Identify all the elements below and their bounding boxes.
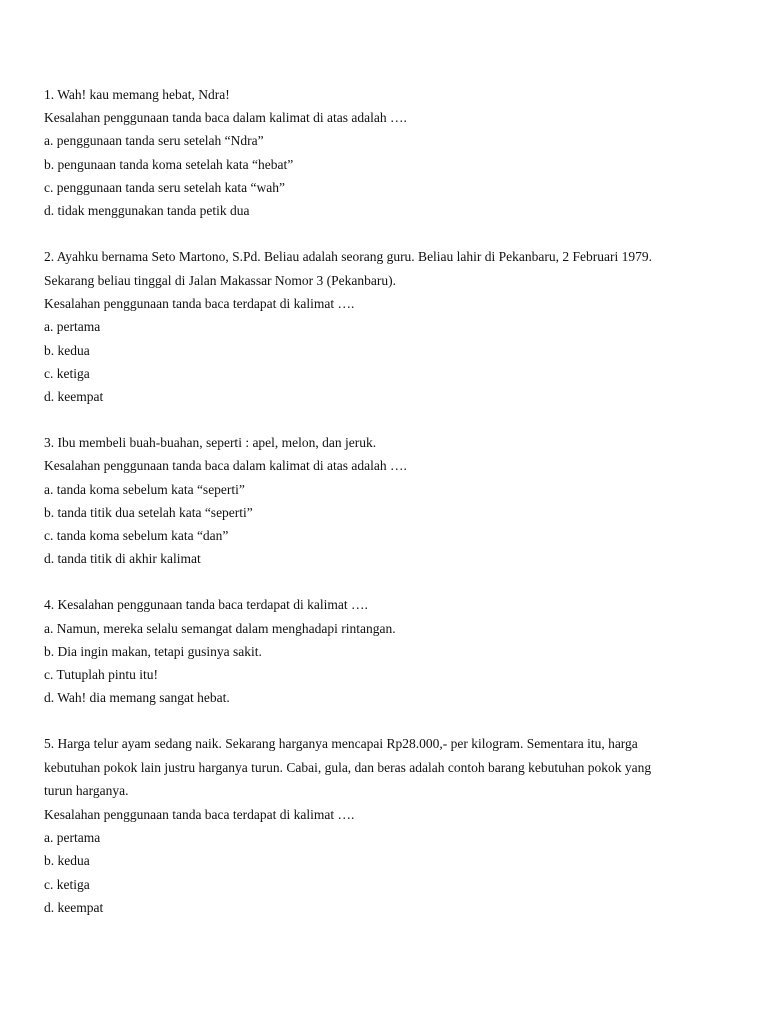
option-b: b. kedua: [44, 342, 90, 358]
question-prompt: Kesalahan penggunaan tanda baca dalam kalimat di atas adalah ….: [44, 458, 407, 474]
worksheet-page: [44, 83, 734, 919]
option-d: d. Wah! dia memang sangat hebat.: [44, 690, 230, 706]
option-d: d. tanda titik di akhir kalimat: [44, 551, 201, 567]
option-a: a. tanda koma sebelum kata “seperti”: [44, 481, 245, 497]
question-stem: turun harganya.: [44, 783, 129, 799]
spacer: [44, 709, 734, 732]
question-stem: 2. Ayahku bernama Seto Martono, S.Pd. Beliau adalah seorang guru. Beliau lahir di Pekanbaru, 2 Februari 1979.: [44, 249, 653, 265]
option-c: c. penggunaan tanda seru setelah kata “wah”: [44, 179, 286, 195]
question-4: [44, 593, 734, 709]
option-c: c. ketiga: [44, 876, 90, 892]
option-c: c. Tutuplah pintu itu!: [44, 667, 159, 683]
question-prompt: Kesalahan penggunaan tanda baca terdapat di kalimat ….: [44, 296, 355, 312]
option-a: a. pertama: [44, 319, 101, 335]
question-2: [44, 245, 734, 408]
option-d: d. tidak menggunakan tanda petik dua: [44, 203, 250, 219]
option-c: c. tanda koma sebelum kata “dan”: [44, 528, 229, 544]
option-a: a. Namun, mereka selalu semangat dalam menghadapi rintangan.: [44, 620, 396, 636]
question-5: [44, 732, 734, 919]
question-stem: 3. Ibu membeli buah-buahan, seperti : apel, melon, dan jeruk.: [44, 435, 377, 451]
question-stem: 5. Harga telur ayam sedang naik. Sekarang harganya mencapai Rp28.000,- per kilogram. Sementara itu, harga: [44, 736, 638, 752]
spacer: [44, 570, 734, 593]
spacer: [44, 408, 734, 431]
option-d: d. keempat: [44, 389, 104, 405]
question-3: [44, 431, 734, 570]
question-prompt: Kesalahan penggunaan tanda baca dalam kalimat di atas adalah ….: [44, 110, 407, 126]
option-a: a. penggunaan tanda seru setelah “Ndra”: [44, 133, 264, 149]
question-prompt: 4. Kesalahan penggunaan tanda baca terdapat di kalimat ….: [44, 597, 368, 613]
option-c: c. ketiga: [44, 365, 90, 381]
question-1: [44, 83, 734, 222]
option-b: b. kedua: [44, 853, 90, 869]
option-b: b. tanda titik dua setelah kata “seperti”: [44, 504, 253, 520]
option-a: a. pertama: [44, 830, 101, 846]
question-stem: Sekarang beliau tinggal di Jalan Makassar Nomor 3 (Pekanbaru).: [44, 272, 397, 288]
question-prompt: Kesalahan penggunaan tanda baca terdapat di kalimat ….: [44, 806, 355, 822]
question-stem: kebutuhan pokok lain justru harganya turun. Cabai, gula, dan beras adalah contoh barang kebutuhan pokok yang: [44, 759, 652, 775]
question-stem: 1. Wah! kau memang hebat, Ndra!: [44, 87, 230, 102]
spacer: [44, 222, 734, 245]
option-b: b. pengunaan tanda koma setelah kata “hebat”: [44, 156, 294, 172]
option-d: d. keempat: [44, 899, 104, 915]
option-b: b. Dia ingin makan, tetapi gusinya sakit.: [44, 643, 262, 659]
